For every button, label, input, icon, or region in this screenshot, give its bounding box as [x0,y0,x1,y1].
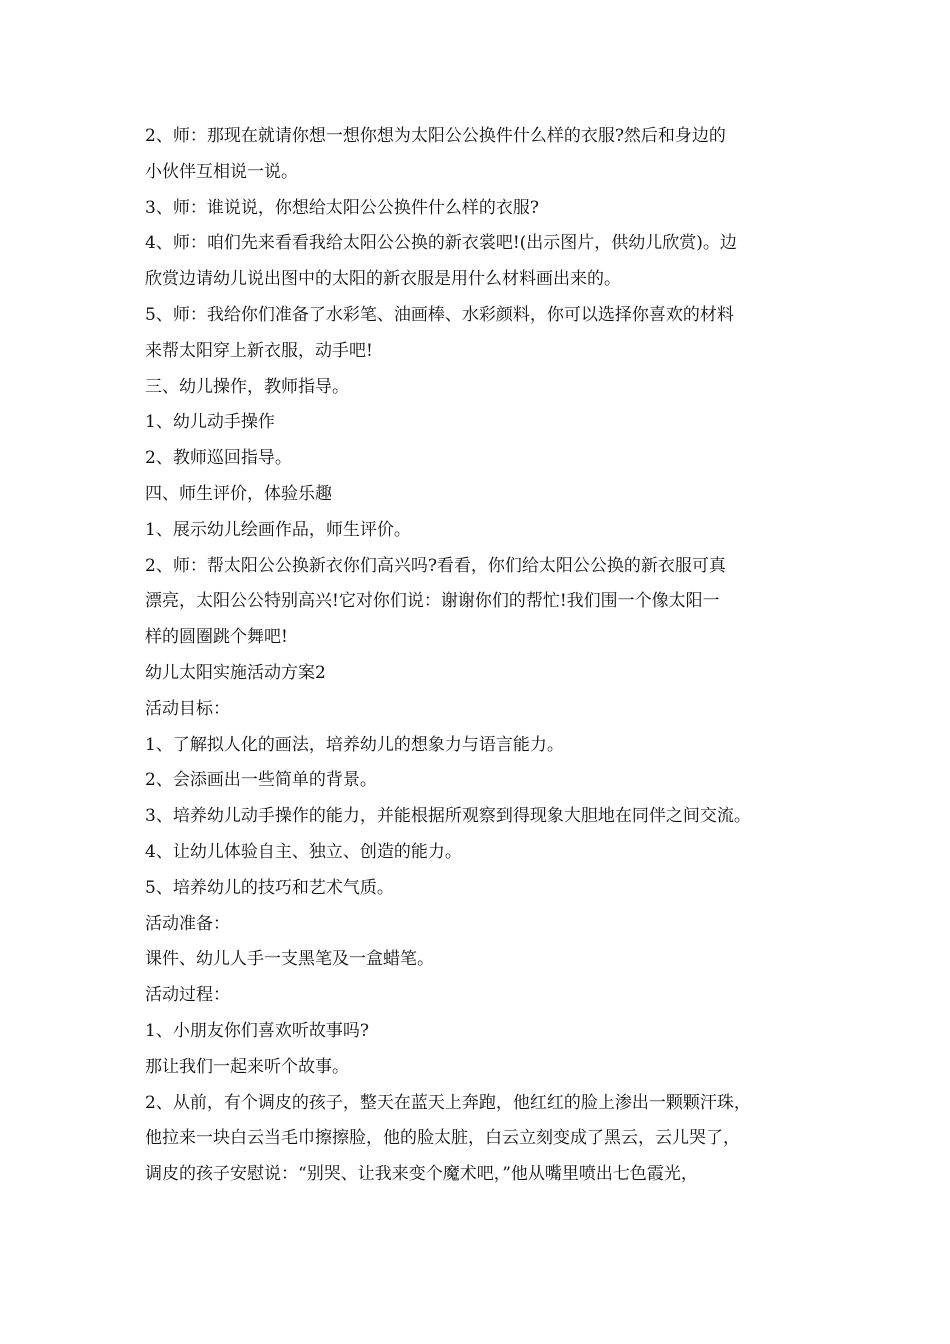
text-line: 3、师：谁说说，你想给太阳公公换件什么样的衣服? [145,197,539,218]
text-line: 调皮的孩子安慰说：“别哭、让我来变个魔术吧，”他从嘴里喷出七色霞光， [145,1164,698,1185]
text-line: 他拉来一块白云当毛巾擦擦脸，他的脸太脏，白云立刻变成了黑云，云儿哭了， [145,1128,740,1149]
text-line: 样的圆圈跳个舞吧! [145,627,288,648]
text-line: 1、展示幼儿绘画作品，师生评价。 [145,519,411,540]
section-heading: 三、幼儿操作，教师指导。 [145,376,349,397]
section-heading: 活动过程： [145,985,230,1006]
text-line: 小伙伴互相说一说。 [145,161,298,182]
section-heading: 活动目标： [145,698,230,719]
text-line: 漂亮，太阳公公特别高兴!它对你们说：谢谢你们的帮忙!我们围一个像太阳一 [145,591,720,612]
text-line: 2、从前，有个调皮的孩子，整天在蓝天上奔跑，他红红的脸上渗出一颗颗汗珠， [145,1092,751,1113]
text-line: 4、师：咱们先来看看我给太阳公公换的新衣裳吧!(出示图片，供幼儿欣赏)。边 [145,233,737,254]
text-line: 2、师：帮太阳公公换新衣你们高兴吗?看看，你们给太阳公公换的新衣服可真 [145,555,726,576]
text-line: 1、小朋友你们喜欢听故事吗? [145,1020,369,1041]
text-line: 来帮太阳穿上新衣服，动手吧! [145,340,373,361]
text-line: 1、幼儿动手操作 [145,412,275,433]
text-line: 1、了解拟人化的画法，培养幼儿的想象力与语言能力。 [145,734,564,755]
section-heading: 活动准备： [145,913,230,934]
section-heading: 四、师生评价，体验乐趣 [145,483,332,504]
text-line: 课件、幼儿人手一支黑笔及一盒蜡笔。 [145,949,434,970]
text-line: 3、培养幼儿动手操作的能力，并能根据所观察到得现象大胆地在同伴之间交流。 [145,806,751,827]
text-line: 欣赏边请幼儿说出图中的太阳的新衣服是用什么材料画出来的。 [145,269,621,290]
text-line: 那让我们一起来听个故事。 [145,1056,349,1077]
text-line: 2、教师巡回指导。 [145,448,292,469]
text-line: 2、师：那现在就请你想一想你想为太阳公公换件什么样的衣服?然后和身边的 [145,126,726,146]
text-line: 5、师：我给你们准备了水彩笔、油画棒、水彩颜料，你可以选择你喜欢的材料 [145,304,734,325]
text-line: 5、培养幼儿的技巧和艺术气质。 [145,877,394,898]
text-line: 2、会添画出一些简单的背景。 [145,770,377,791]
document-body [145,119,825,1193]
text-line: 4、让幼儿体验自主、独立、创造的能力。 [145,841,462,862]
document-title: 幼儿太阳实施活动方案2 [145,662,326,683]
